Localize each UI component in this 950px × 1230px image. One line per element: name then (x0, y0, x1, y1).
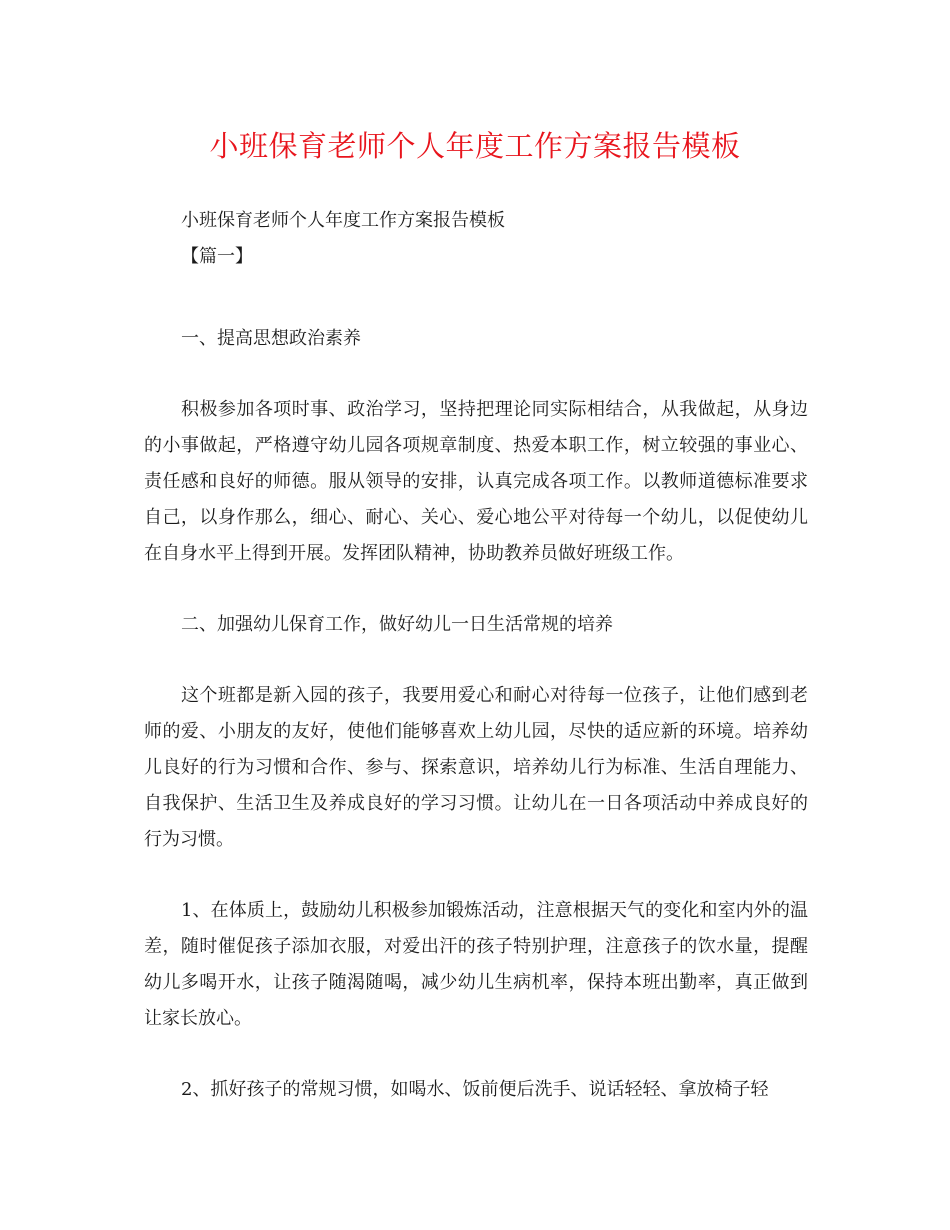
document-body (144, 203, 808, 1108)
document-title: 小班保育老师个人年度工作方案报告模板 (209, 129, 741, 163)
document-subtitle: 小班保育老师个人年度工作方案报告模板 (181, 210, 505, 231)
chapter-label: 【篇一】 (181, 246, 253, 267)
section-heading: 一、提高思想政治素养 (181, 328, 361, 349)
section-paragraph: 这个班都是新入园的孩子，我要用爱心和耐心对待每一位孩子，让他们感到老师的爱、小朋友的友好，使他们能够喜欢上幼儿园，尽快的适应新的环境。培养幼儿良好的行为习惯和合作、参与、探索意识，培养幼儿行为标准、生活自理能力、自我保护、生活卫生及养成良好的学习习惯。让幼儿在一日各项活动中养成良好的行为习惯。 (144, 685, 808, 850)
list-item: 1、在体质上，鼓励幼儿积极参加锻炼活动，注意根据天气的变化和室内外的温差，随时催促孩子添加衣服，对爱出汗的孩子特别护理，注意孩子的饮水量，提醒幼儿多喝开水，让孩子随渴随喝，减少幼儿生病机率，保持本班出勤率，真正做到让家长放心。 (144, 900, 808, 1029)
list-item: 2、抓好孩子的常规习惯，如喝水、饭前便后洗手、说话轻轻、拿放椅子轻 (181, 1079, 769, 1100)
section-paragraph: 积极参加各项时事、政治学习，坚持把理论同实际相结合，从我做起，从身边的小事做起，严格遵守幼儿园各项规章制度、热爱本职工作，树立较强的事业心、责任感和良好的师德。服从领导的安排，认真完成各项工作。以教师道德标准要求自己，以身作那么，细心、耐心、关心、爱心地公平对待每一个幼儿，以促使幼儿在自身水平上得到开展。发挥团队精神，协助教养员做好班级工作。 (144, 399, 808, 564)
section-heading: 二、加强幼儿保育工作，做好幼儿一日生活常规的培养 (181, 614, 613, 635)
